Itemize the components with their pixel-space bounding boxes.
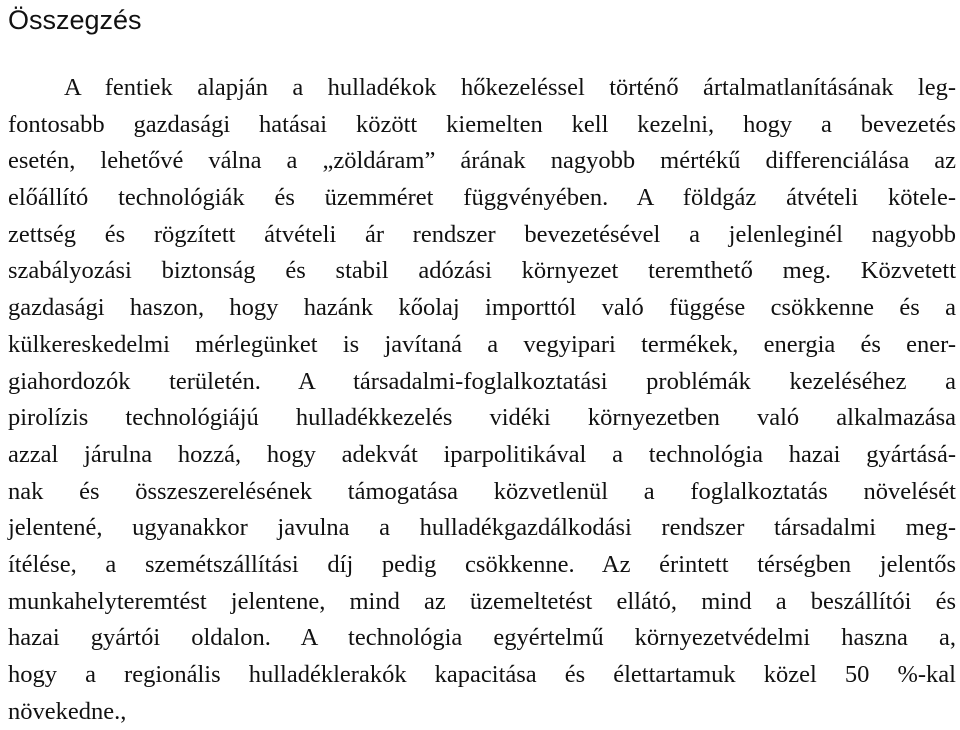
text-line: zettség és rögzített átvételi ár rendszer bevezetésével a jelenleginél nagyobb [8, 220, 956, 248]
text-line: hogy a regionális hulladéklerakók kapacitása és élettartamuk közel 50 %-kal [8, 661, 956, 688]
text-line: nak és összeszerelésének támogatása közvetlenül a foglalkoztatás növelését [8, 477, 956, 505]
text-line: növekedne., [8, 697, 127, 725]
text-line: szabályozási biztonság és stabil adózási környezet teremthető meg. Közvetett [8, 257, 956, 285]
body-paragraph [8, 70, 956, 730]
text-line: A fentiek alapján a hulladékok hőkezeléssel történő ártalmatlanításának leg- [64, 74, 956, 101]
text-line: pirolízis technológiájú hulladékkezelés vidéki környezetben való alkalmazása [8, 404, 956, 432]
text-line: gazdasági haszon, hogy hazánk kőolaj importtól való függése csökkenne és a [8, 294, 956, 322]
text-line: munkahelyteremtést jelentene, mind az üzemeltetést ellátó, mind a beszállítói és [8, 587, 956, 615]
text-line: giahordozók területén. A társadalmi-foglalkoztatási problémák kezeléséhez a [8, 367, 956, 395]
text-line: esetén, lehetővé válna a „zöldáram” árának nagyobb mértékű differenciálása az [8, 147, 956, 175]
section-heading: Összegzés [8, 5, 142, 35]
text-line: azzal járulna hozzá, hogy adekvát iparpolitikával a technológia hazai gyártásá- [8, 440, 956, 468]
text-line: előállító technológiák és üzemméret függvényében. A földgáz átvételi kötele- [8, 184, 956, 212]
text-line: ítélése, a szemétszállítási díj pedig csökkenne. Az érintett térségben jelentős [8, 550, 956, 578]
text-line: fontosabb gazdasági hatásai között kiemelten kell kezelni, hogy a bevezetés [8, 110, 956, 138]
text-line: külkereskedelmi mérlegünket is javítaná a vegyipari termékek, energia és ener- [8, 330, 956, 358]
text-line: jelentené, ugyanakkor javulna a hulladékgazdálkodási rendszer társadalmi meg- [8, 514, 956, 542]
text-line: hazai gyártói oldalon. A technológia egyértelmű környezetvédelmi haszna a, [8, 624, 956, 652]
